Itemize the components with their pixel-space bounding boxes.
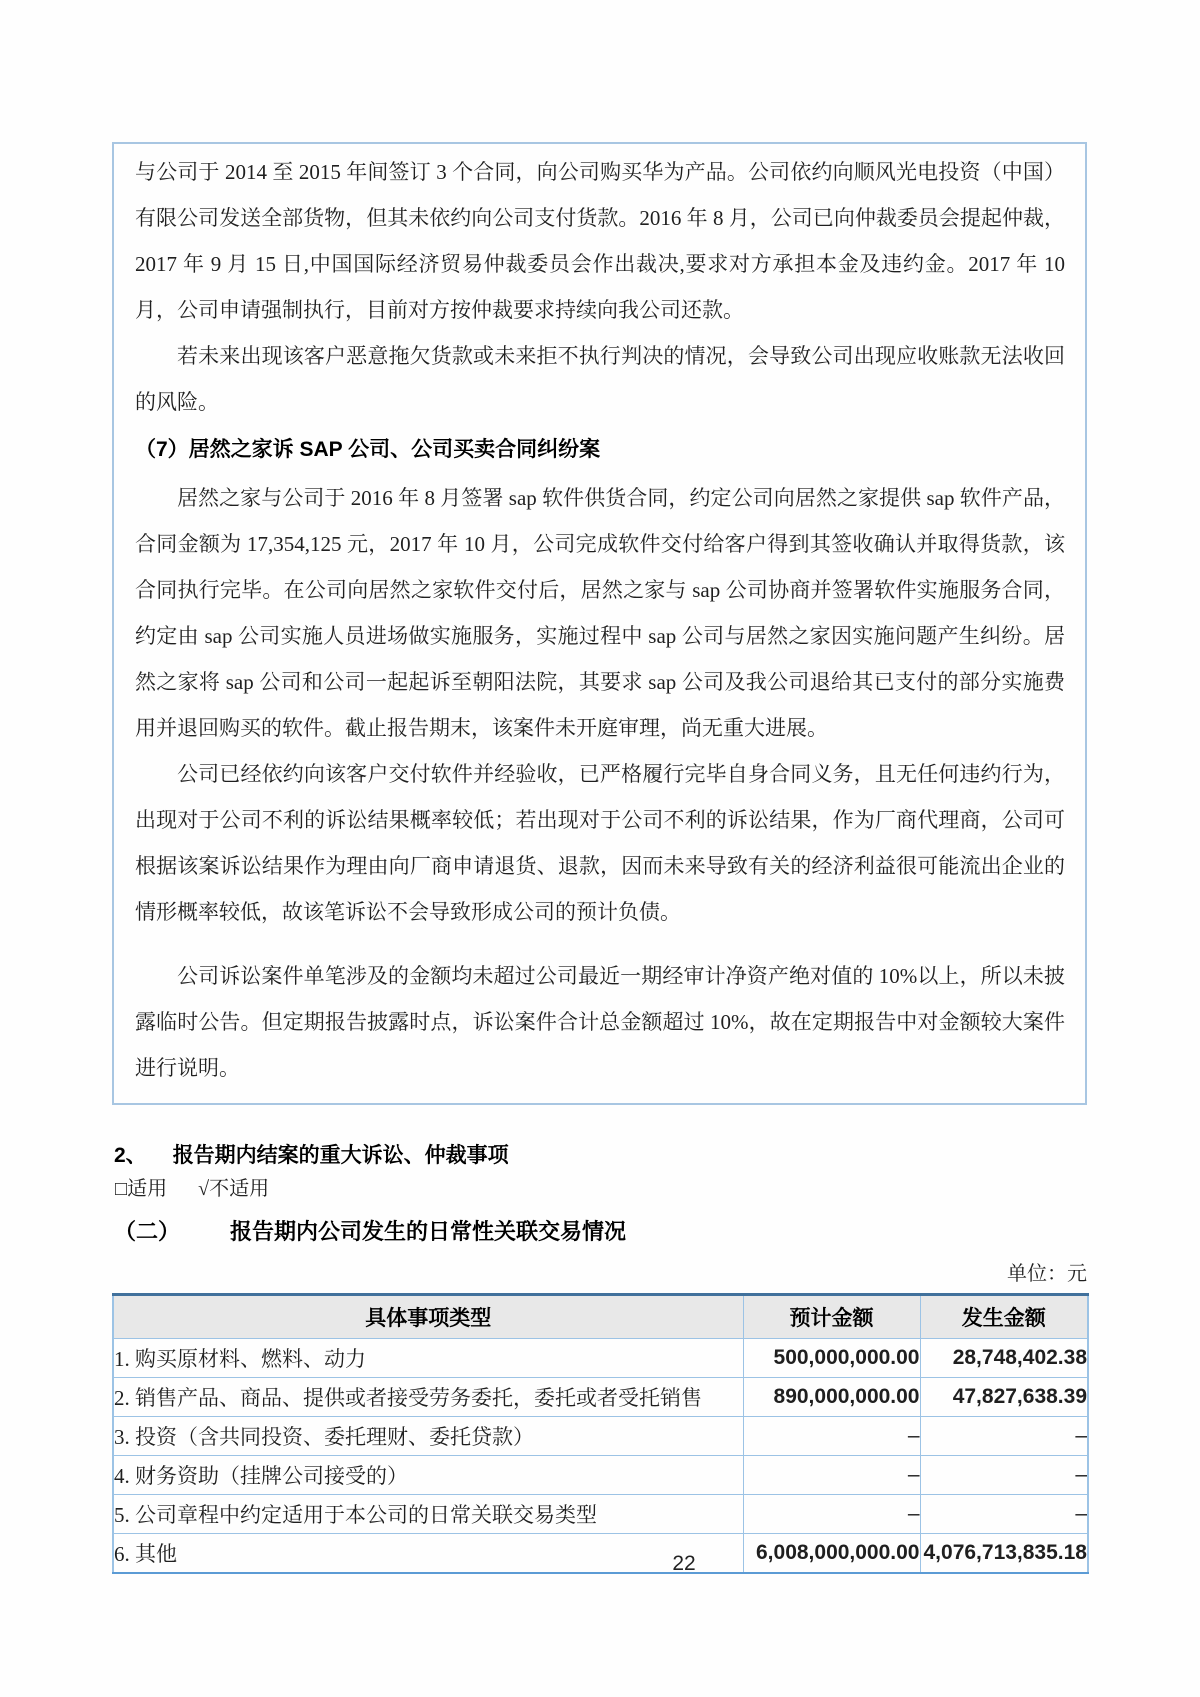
item-type-cell: 6. 其他: [113, 1534, 743, 1574]
checkmark-not-applicable-option: √不适用: [198, 1178, 270, 1200]
item-type-cell: 4. 财务资助（挂牌公司接受的）: [113, 1456, 743, 1495]
expected-amount-cell: 500,000,000.00: [743, 1339, 920, 1378]
paragraph-arbitration-continued: 与公司于 2014 至 2015 年间签订 3 个合同，向公司购买华为产品。公司依约向顺风光电投资（中国）有限公司发送全部货物，但其未依约向公司支付货款。2016 年 8 月，公司已向仲裁委员会提起仲裁，2017 年 9 月 15 日,中国国际经济贸易仲裁委员会作出裁决,要求对方承担本金及违约金。2017 年 10 月，公司申请强制执行，目前对方按仲裁要求持续向我公司还款。: [135, 160, 1065, 322]
table-row: [113, 1378, 1088, 1417]
expected-amount-cell: 6,008,000,000.00: [743, 1534, 920, 1574]
item-type-cell: 1. 购买原材料、燃料、动力: [113, 1339, 743, 1378]
table-row: [113, 1339, 1088, 1378]
item-type-cell: 3. 投资（含共同投资、委托理财、委托贷款）: [113, 1417, 743, 1456]
table-row: [113, 1534, 1088, 1574]
applicability-line: [115, 1172, 269, 1201]
expected-amount-cell: –: [743, 1417, 920, 1456]
actual-amount-cell: –: [920, 1417, 1088, 1456]
col-header-item-type: 具体事项类型: [113, 1295, 743, 1339]
section-2-number: 2、: [114, 1144, 147, 1167]
unit-label: 单位：元: [1007, 1263, 1087, 1285]
item-type-cell: 5. 公司章程中约定适用于本公司的日常关联交易类型: [113, 1495, 743, 1534]
checkbox-applicable-option: □适用: [115, 1178, 168, 1200]
actual-amount-cell: –: [920, 1495, 1088, 1534]
section-er-heading: [114, 1215, 626, 1246]
table-header-row: [113, 1295, 1088, 1339]
actual-amount-cell: 47,827,638.39: [920, 1378, 1088, 1417]
paragraph-case7-assessment: 公司已经依约向该客户交付软件并经验收，已严格履行完毕自身合同义务，且无任何违约行为，出现对于公司不利的诉讼结果概率较低；若出现对于公司不利的诉讼结果，作为厂商代理商，公司可根据该案诉讼结果作为理由向厂商申请退货、退款，因而未来导致有关的经济利益很可能流出企业的情形概率较低，故该笔诉讼不会导致形成公司的预计负债。: [135, 762, 1065, 924]
case7-heading: （7）居然之家诉 SAP 公司、公司买卖合同纠纷案: [135, 438, 601, 461]
actual-amount-cell: 4,076,713,835.18: [920, 1534, 1088, 1574]
actual-amount-cell: 28,748,402.38: [920, 1339, 1088, 1378]
expected-amount-cell: –: [743, 1456, 920, 1495]
paragraph-case7-facts: 居然之家与公司于 2016 年 8 月签署 sap 软件供货合同，约定公司向居然之家提供 sap 软件产品，合同金额为 17,354,125 元，2017 年 10 月，公司完成软件交付给客户得到其签收确认并取得货款，该合同执行完毕。在公司向居然之家软件交付后，居然之家与 sap 公司协商并签署软件实施服务合同，约定由 sap 公司实施人员进场做实施服务，实施过程中 sap 公司与居然之家因实施问题产生纠纷。居然之家将 sap 公司和公司一起起诉至朝阳法院，其要求 sap 公司及我公司退给其已支付的部分实施费用并退回购买的软件。截止报告期末，该案件未开庭审理，尚无重大进展。: [135, 486, 1065, 740]
expected-amount-cell: 890,000,000.00: [743, 1378, 920, 1417]
table-row: [113, 1417, 1088, 1456]
related-transactions-table: [112, 1293, 1089, 1574]
paragraph-disclosure-note: 公司诉讼案件单笔涉及的金额均未超过公司最近一期经审计净资产绝对值的 10%以上，所以未披露临时公告。但定期报告披露时点，诉讼案件合计总金额超过 10%，故在定期报告中对金额较大案件进行说明。: [135, 964, 1065, 1080]
section-2-title: 报告期内结案的重大诉讼、仲裁事项: [172, 1144, 509, 1167]
col-header-expected-amount: 预计金额: [743, 1295, 920, 1339]
page-number: 22: [672, 1552, 696, 1575]
paragraph-risk: 若未来出现该客户恶意拖欠货款或未来拒不执行判决的情况，会导致公司出现应收账款无法收回的风险。: [135, 344, 1065, 414]
section-er-title: 报告期内公司发生的日常性关联交易情况: [230, 1219, 627, 1244]
col-header-actual-amount: 发生金额: [920, 1295, 1088, 1339]
section-er-number: （二）: [114, 1219, 181, 1244]
table-row: [113, 1495, 1088, 1534]
item-type-cell: 2. 销售产品、商品、提供或者接受劳务委托，委托或者受托销售: [113, 1378, 743, 1417]
table-row: [113, 1456, 1088, 1495]
expected-amount-cell: –: [743, 1495, 920, 1534]
section-2-heading: [114, 1139, 509, 1169]
litigation-text-box: [112, 142, 1087, 1105]
actual-amount-cell: –: [920, 1456, 1088, 1495]
